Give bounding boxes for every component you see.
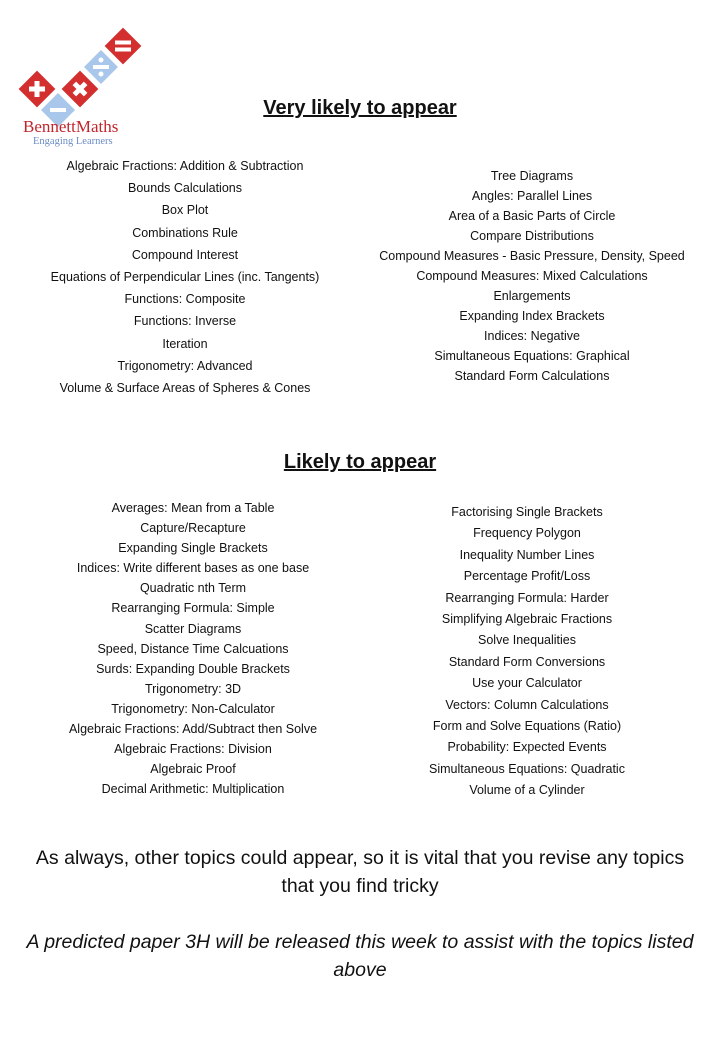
topic-item: Quadratic nth Term [139, 581, 247, 596]
topic-item: Decimal Arithmetic: Multiplication [101, 782, 285, 797]
topic-item: Trigonometry: 3D [144, 681, 242, 696]
topic-item: Enlargements [493, 289, 571, 303]
topic-item: Expanding Single Brackets [118, 541, 268, 556]
topic-item: Percentage Profit/Loss [463, 569, 591, 584]
topic-item: Trigonometry: Non-Calculator [111, 701, 275, 716]
topic-item: Form and Solve Equations (Ratio) [432, 719, 622, 734]
topic-item: Compare Distributions [470, 229, 594, 243]
topic-item: Expanding Index Brackets [459, 309, 605, 323]
likely-right-list [392, 502, 662, 802]
topic-item: Bounds Calculations [128, 181, 242, 196]
release-note: A predicted paper 3H will be released this week to assist with the topics listed above [26, 931, 694, 981]
topic-item: Compound Measures - Basic Pressure, Density, Speed [379, 249, 685, 263]
topic-item: Equations of Perpendicular Lines (inc. Tangents) [50, 270, 320, 285]
topic-item: Angles: Parallel Lines [471, 189, 593, 203]
topic-item: Standard Form Conversions [448, 654, 606, 669]
topic-item: Volume of a Cylinder [469, 783, 585, 798]
topic-item: Factorising Single Brackets [451, 505, 603, 519]
section-title-likely: Likely to appear [283, 451, 437, 473]
topic-item: Algebraic Fractions: Addition & Subtraction [66, 159, 304, 173]
very-likely-left-list [40, 155, 330, 399]
revision-note: As always, other topics could appear, so it is vital that you revise any topics that you find tricky [35, 847, 685, 897]
topic-item: Speed, Distance Time Calcuations [97, 641, 289, 656]
very-likely-right-list [372, 166, 692, 386]
topic-item: Standard Form Calculations [454, 369, 610, 383]
topic-item: Use your Calculator [472, 676, 582, 691]
topic-item: Simultaneous Equations: Quadratic [429, 761, 625, 776]
topic-item: Simultaneous Equations: Graphical [434, 349, 630, 363]
divide-diamond [84, 50, 118, 84]
topic-item: Combinations Rule [132, 225, 238, 240]
topic-item: Trigonometry: Advanced [117, 358, 253, 373]
topic-item: Functions: Composite [124, 292, 246, 307]
topic-item: Frequency Polygon [473, 526, 581, 541]
topic-item: Probability: Expected Events [447, 740, 607, 755]
topic-item: Algebraic Fractions: Add/Subtract then Solve [68, 722, 318, 737]
topic-item: Averages: Mean from a Table [111, 501, 275, 515]
topic-item: Algebraic Fractions: Division [114, 742, 272, 757]
topic-item: Surds: Expanding Double Brackets [96, 661, 290, 676]
topic-item: Compound Interest [131, 247, 239, 262]
topic-item: Indices: Negative [484, 329, 580, 343]
topic-item: Scatter Diagrams [144, 621, 242, 636]
topic-item: Compound Measures: Mixed Calculations [416, 269, 648, 283]
topic-item: Rearranging Formula: Harder [445, 590, 609, 605]
topic-item: Tree Diagrams [490, 169, 574, 183]
topic-item: Simplifying Algebraic Fractions [441, 612, 613, 627]
topic-item: Iteration [162, 336, 208, 351]
brand-name: BennettMaths [23, 117, 119, 136]
topic-item: Vectors: Column Calculations [445, 697, 609, 712]
topic-item: Rearranging Formula: Simple [111, 601, 275, 616]
section-title-very-likely: Very likely to appear [263, 97, 457, 119]
topic-item: Box Plot [161, 203, 209, 218]
topic-item: Solve Inequalities [478, 633, 576, 648]
topic-item: Indices: Write different bases as one base [76, 561, 310, 576]
likely-left-list [55, 498, 331, 799]
topic-item: Algebraic Proof [150, 762, 236, 777]
topic-item: Inequality Number Lines [459, 547, 595, 562]
topic-item: Area of a Basic Parts of Circle [448, 209, 616, 223]
topic-item: Functions: Inverse [133, 314, 237, 329]
topic-item: Capture/Recapture [140, 521, 246, 536]
equals-diamond [105, 28, 142, 65]
topic-item: Volume & Surface Areas of Spheres & Cones [59, 381, 311, 396]
brand-tagline: Engaging Learners [33, 136, 113, 147]
